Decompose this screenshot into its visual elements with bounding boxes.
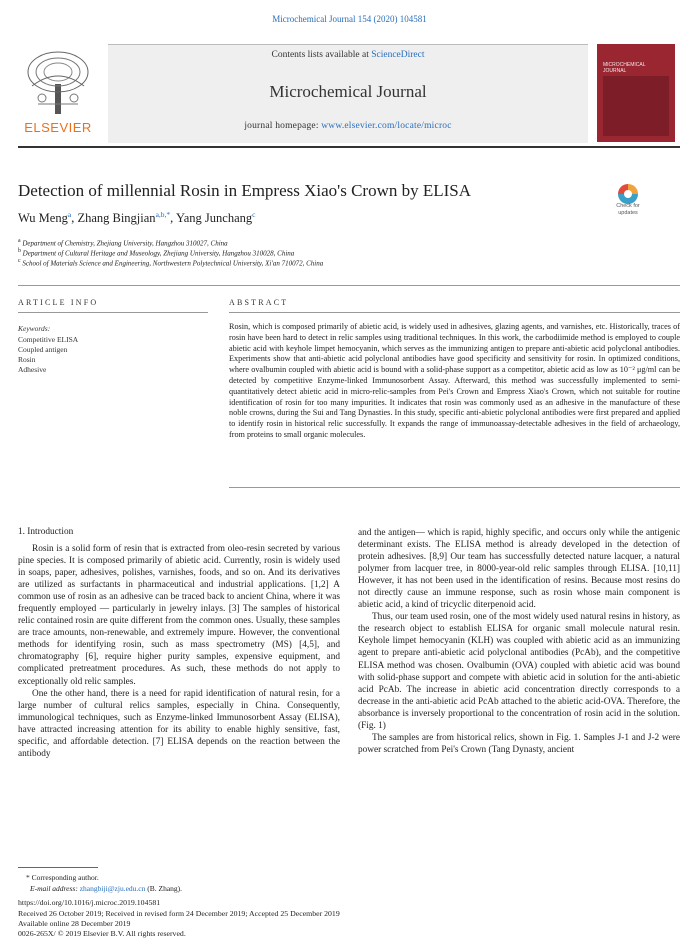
abstract-heading: ABSTRACT [229,298,289,307]
affiliation-text: Department of Chemistry, Zhejiang University, Hangzhou 310027, China [22,239,228,248]
homepage-prefix: journal homepage: [244,121,322,131]
author-affil-sup[interactable]: c [252,210,256,219]
journal-cover-thumbnail [597,44,675,142]
body-paragraph: Rosin is a solid form of resin that is extracted from oleo-resin secreted by various pine species. It is composed primarily of abietic acid. Currently, rosin is widely used in soaps, paper, adhesives, polishes, varnishes, foods, and so on. And its derivatives are utilized as surfactants in pharmaceutical and industrial applications. [1,2] A common use of rosin as an adhesive can be traced back to ancient China, where it was frequently employed — particularly in jewelry inlays. [3] The samples of historical relic contained rosin are quite different from the common ones. Usually, these samples are trace amounts, non-renewable, and extremely impure. However, the conventional methods for identifying rosin, such as mass spectrometry (MS) [4,5], and chromatography [6], require higher purity samples, expensive equipment, and complicated pretreatment procedures. As such, these methods do not apply to exceptionally old relic samples. [18,544,340,687]
journal-reference[interactable]: Microchemical Journal 154 (2020) 104581 [272,14,427,24]
abstract-rule [229,312,680,313]
received-dates: Received 26 October 2019; Received in revised form 24 December 2019; Accepted 25 December 2019 [18,909,340,918]
email-label: E-mail address: [30,884,80,893]
doi-link[interactable]: https://doi.org/10.1016/j.microc.2019.104581 [18,898,161,907]
contents-line [108,50,588,60]
footnote-rule [18,867,98,868]
affiliation-text: Department of Cultural Heritage and Museology, Zhejiang University, Hangzhou 310028, China [22,249,295,258]
sciencedirect-link[interactable]: ScienceDirect [371,50,425,60]
affiliation [18,248,294,257]
body-column-left [18,543,340,760]
article-info-rule [18,312,208,313]
body-paragraph: One the other hand, there is a need for rapid identification of natural resin, for a large number of cultural relics samples, especially in China. Consequently, immunological techniques, such as Enzyme-linked Immunosorbent Assay (ELISA), have attracted increasing attention for its ability to enable highly sensitive, fast, specific, and affordable detection. [7] ELISA depends on the reaction between the antibody [18,688,340,759]
elsevier-wordmark: ELSEVIER [24,120,92,135]
keyword: Rosin [18,355,36,364]
email-suffix: (B. Zhang). [145,884,183,893]
author-affil-sup[interactable]: a,b,* [155,210,171,219]
author-sep: , [170,211,176,226]
affiliation [18,238,228,247]
body-paragraph: Thus, our team used rosin, one of the most widely used natural resins in history, as the research object to establish ELISA for organic small molecule natural resin. Keyhole limpet hemocyanin (KLH) was coupled with abietic acid as an immunizing agent to prepare anti-abietic acid polyclonal antibodies (PcAb), and the competitive ELISA method was chosen. Ovalbumin (OVA) coupled with abietic acid was bound with solid-phase support and compete with abietic acid in solution for the anti-abietic acid PcAb. The increase in abietic acid concentration directly corresponds to a decrease in the anti-abietic acid PcAb attached to the abietic acid-OVA. Therefore, the absorbance is inversely proportional to the concentration of rosin acid in the solution. (Fig. 1) [358,612,680,731]
keyword: Competitive ELISA [18,335,79,344]
email-line [30,884,182,893]
author-affil-sup[interactable]: a [67,210,72,219]
cover-body [603,76,669,136]
contents-prefix: Contents lists available at [271,50,372,60]
keywords-label: Keywords: [18,324,51,333]
copyright: 0026-265X/ © 2019 Elsevier B.V. All rights reserved. [18,929,186,938]
abstract-text: Rosin, which is composed primarily of abietic acid, is widely used in adhesives, glazing agents, and varnishes, etc. Historically, traces of rosin have been hard to detect in relic samples using traditional techniques. In this work, the carbodiimide method is employed to couple abietic acid with keyhole limpet hemocyanin, which serves as the immunizing antigen to prepare anti-abietic acid polyclonal antibodies. Experiments show that anti-abietic acid polyclonal antibodies have good specificity and sensitivity for rosin. In optimized conditions, where ovalbumin coupled with abietic acid is bound with a solid-phase support as a competitor, abietic acid as low as 10⁻² μg/ml can be detected by competitive Enzyme-linked Immunosorbent Assay. Afterward, this method was successfully implemented to semi-quantitatively detect abietic acid in micro-relic-samples from Pei's Crown and Empress Xiao's Crown, which not suitable for routine identification of rosin for too many impurities. It indicates that rosin was commonly used as an adhesive in the manufacture of these noble crowns, during the Sui and Tang Dynasties. In this study, specific anti-abietic polyclonal antibodies were first prepared and applied to identify rosin in historical relic successfully. It expands the range of immunoassay-detectable adhesives in the field of archaeology, from proteins to small organic molecules. [229,322,680,439]
affiliation-sup: c [18,258,21,264]
check-line-1: Check for [616,203,640,209]
abstract-end-rule [229,487,680,488]
article-title: Detection of millennial Rosin in Empress Xiao's Crown by ELISA [18,181,472,200]
homepage-link[interactable]: www.elsevier.com/locate/microc [321,121,452,131]
header-rule [18,146,680,148]
section-rule [18,285,680,286]
check-line-2: updates [618,210,638,216]
check-for-updates-label[interactable] [596,203,660,217]
journal-name: Microchemical Journal [269,82,427,101]
affiliation [18,258,323,267]
author-list [18,210,255,226]
introduction-heading: 1. Introduction [18,527,74,537]
email-link[interactable]: zhangbiji@zju.edu.cn [79,884,146,893]
available-online: Available online 28 December 2019 [18,919,131,928]
keyword: Adhesive [18,365,47,374]
affiliation-sup: a [18,238,21,244]
body-column-right [358,527,680,756]
article-info-heading: ARTICLE INFO [18,298,99,307]
corresponding-author-note: * Corresponding author. [26,873,99,882]
affiliation-sup: b [18,248,21,254]
author-name[interactable]: Zhang Bingjian [77,211,156,226]
author-name[interactable]: Yang Junchang [175,211,253,226]
author-name[interactable]: Wu Meng [18,211,68,226]
affiliation-text: School of Materials Science and Engineering, Northwestern Polytechnical University, Xi'an 710072, China [22,259,324,268]
homepage-line [108,121,588,131]
cover-title: MICROCHEMICAL JOURNAL [603,62,646,74]
body-paragraph: The samples are from historical relics, shown in Fig. 1. Samples J-1 and J-2 were power scratched from Pei's Crown (Tang Dynasty, ancient [358,732,680,755]
body-paragraph: and the antigen— which is rapid, highly specific, and occurs only while the antigenic determinant exists. The ELISA method is already developed in the detection of protein adhesives. [8,9] Our team has successfully detected nature lacquer, a natural polymer from lacquer tree, in 8000-year-old relic samples through ELISA. [10,11] However, it has not been used in the identification of resins. Because most resins do not directly cause an immune response, such as rosin whose main component is abietic acid, a kind of tricyclic diterpenoid acid. [358,528,680,611]
author-sep: , [71,211,78,226]
keyword: Coupled antigen [18,345,68,354]
